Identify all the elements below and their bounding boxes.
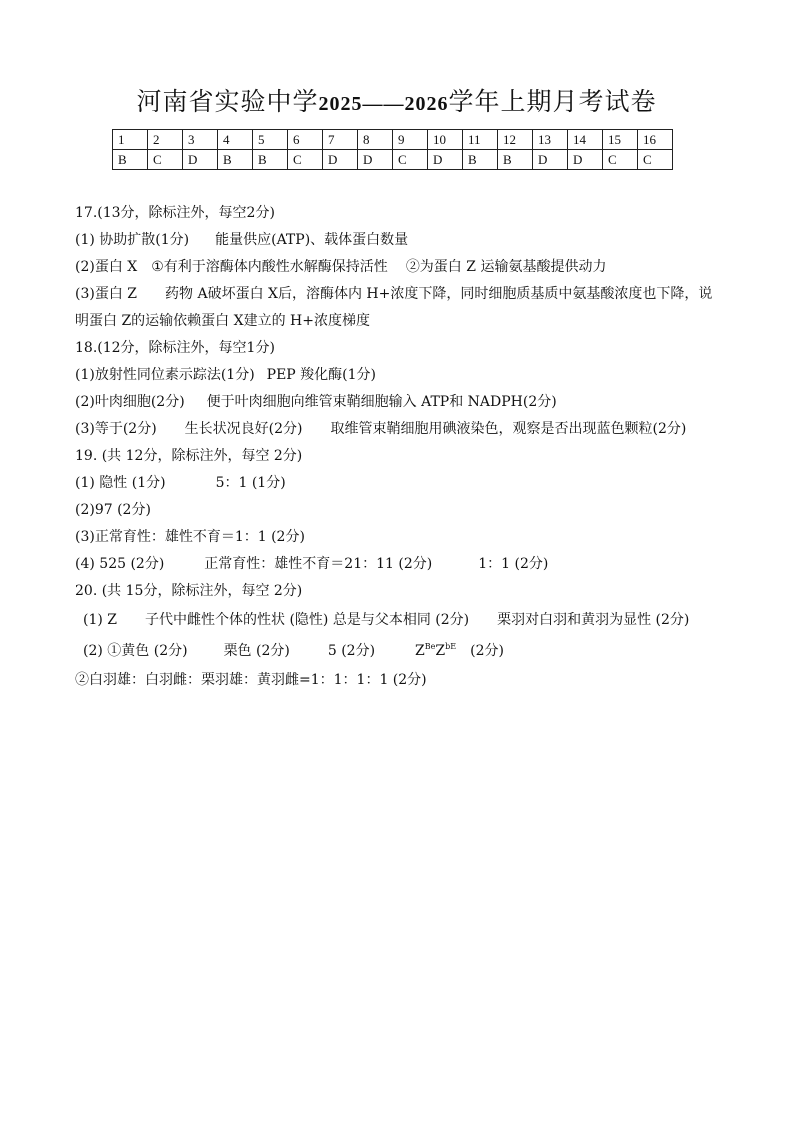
q20-part2-c: 5 (2分) (327, 643, 376, 659)
answer-cell: C (288, 150, 323, 170)
q19-part4-a: (4) 525 (2分) (75, 556, 165, 572)
q18-part2-b: 便于叶肉细胞向维管束鞘细胞输入 ATP和 NADPH(2分) (206, 394, 557, 410)
answer-cell: B (113, 150, 148, 170)
answer-cell: C (638, 150, 673, 170)
answer-cell: D (568, 150, 603, 170)
answer-cell: D (358, 150, 393, 170)
answer-cell: B (463, 150, 498, 170)
q20-part3: ②白羽雄：白羽雌：栗羽雄：黄羽雌=1：1：1：1 (2分) (75, 672, 427, 688)
answer-cell: D (183, 150, 218, 170)
title-term: 学年上期月考试卷 (448, 87, 657, 116)
answer-cell: B (218, 150, 253, 170)
q19-part4-c: 1：1 (2分) (478, 556, 549, 572)
q19-part4 (75, 551, 725, 578)
question-number-cell: 2 (148, 130, 183, 150)
q17-part3: (3)蛋白 Z 药物 A破坏蛋白 X后，溶酶体内 H+浓度下降，同时细胞质基质中氨基酸浓度也下降，说明蛋白 Z的运输依赖蛋白 X建立的 H+浓度梯度 (75, 286, 713, 329)
answer-cell: D (428, 150, 463, 170)
question-number-cell: 16 (638, 130, 673, 150)
question-number-cell: 12 (498, 130, 533, 150)
q17-part1 (75, 227, 725, 254)
q19-header: 19. (共 12分，除标注外，每空 2分) (75, 448, 303, 464)
q20-part1: (1) Z 子代中雌性个体的性状 (隐性) 总是与父本相同 (2分) 栗羽对白羽和黄羽为显性 (2分) (83, 612, 690, 628)
question-number-cell: 6 (288, 130, 323, 150)
q17-part1-b: 能量供应(ATP)、载体蛋白数量 (215, 232, 409, 248)
q20-genotype: $Z^{Be}Z^{bE}$ (415, 642, 457, 659)
q17-part2 (75, 254, 725, 281)
q18-header: 18.(12分，除标注外，每空1分) (75, 340, 275, 356)
question-number-cell: 11 (463, 130, 498, 150)
q18-part1-b: PEP 羧化酶(1分) (266, 367, 377, 383)
question-number-cell: 7 (323, 130, 358, 150)
q18-part1 (75, 362, 725, 389)
q20-part2 (75, 636, 725, 667)
question-number-cell: 3 (183, 130, 218, 150)
question-number-cell: 14 (568, 130, 603, 150)
q18-part2 (75, 389, 725, 416)
q19-part1-a: (1) 隐性 (1分) (75, 475, 166, 491)
q20-part2-a: (2) ①黄色 (2分) (83, 643, 188, 659)
answer-cell: C (393, 150, 428, 170)
q20-part2-b: 栗色 (2分) (223, 643, 290, 659)
question-number-cell: 5 (253, 130, 288, 150)
title-school: 河南省实验中学 (136, 87, 319, 116)
answer-cell: D (323, 150, 358, 170)
q18-part3: (3)等于(2分) 生长状况良好(2分) 取维管束鞘细胞用碘液染色，观察是否出现蓝色颗粒(2分) (75, 421, 687, 437)
answer-cell: B (253, 150, 288, 170)
answer-cell: C (603, 150, 638, 170)
q17-header: 17.(13分，除标注外，每空2分) (75, 205, 275, 221)
question-number-cell: 9 (393, 130, 428, 150)
q18-part1-a: (1)放射性同位素示踪法(1分) (75, 367, 255, 383)
answer-content (75, 200, 725, 694)
question-number-cell: 1 (113, 130, 148, 150)
answer-table (112, 129, 673, 170)
title-years: 2025——2026 (318, 93, 449, 115)
q17-part2-b: ①有利于溶酶体内酸性水解酶保持活性 (151, 259, 388, 275)
q19-part4-b: 正常育性：雄性不育＝21：11 (2分) (204, 556, 433, 572)
question-number-cell: 13 (533, 130, 568, 150)
q19-part2: (2)97 (2分) (75, 502, 151, 518)
q20-part2-d: (2分) (470, 643, 504, 659)
question-number-cell: 4 (218, 130, 253, 150)
question-number-cell: 15 (603, 130, 638, 150)
answer-cell: D (533, 150, 568, 170)
answer-cell: C (148, 150, 183, 170)
answer-table-answer-row (113, 150, 673, 170)
answer-table-number-row (113, 130, 673, 150)
page-title (0, 82, 793, 118)
q19-part1 (75, 470, 725, 497)
q18-part2-a: (2)叶肉细胞(2分) (75, 394, 185, 410)
q19-part1-b: 5：1 (1分) (215, 475, 286, 491)
q19-part3: (3)正常育性：雄性不育＝1：1 (2分) (75, 529, 305, 545)
answer-cell: B (498, 150, 533, 170)
q17-part1-a: (1) 协助扩散(1分) (75, 232, 190, 248)
q17-part2-a: (2)蛋白 X (75, 259, 138, 275)
question-number-cell: 10 (428, 130, 463, 150)
question-number-cell: 8 (358, 130, 393, 150)
q17-part2-c: ②为蛋白 Z 运输氨基酸提供动力 (405, 259, 607, 275)
q20-header: 20. (共 15分，除标注外，每空 2分) (75, 583, 303, 599)
